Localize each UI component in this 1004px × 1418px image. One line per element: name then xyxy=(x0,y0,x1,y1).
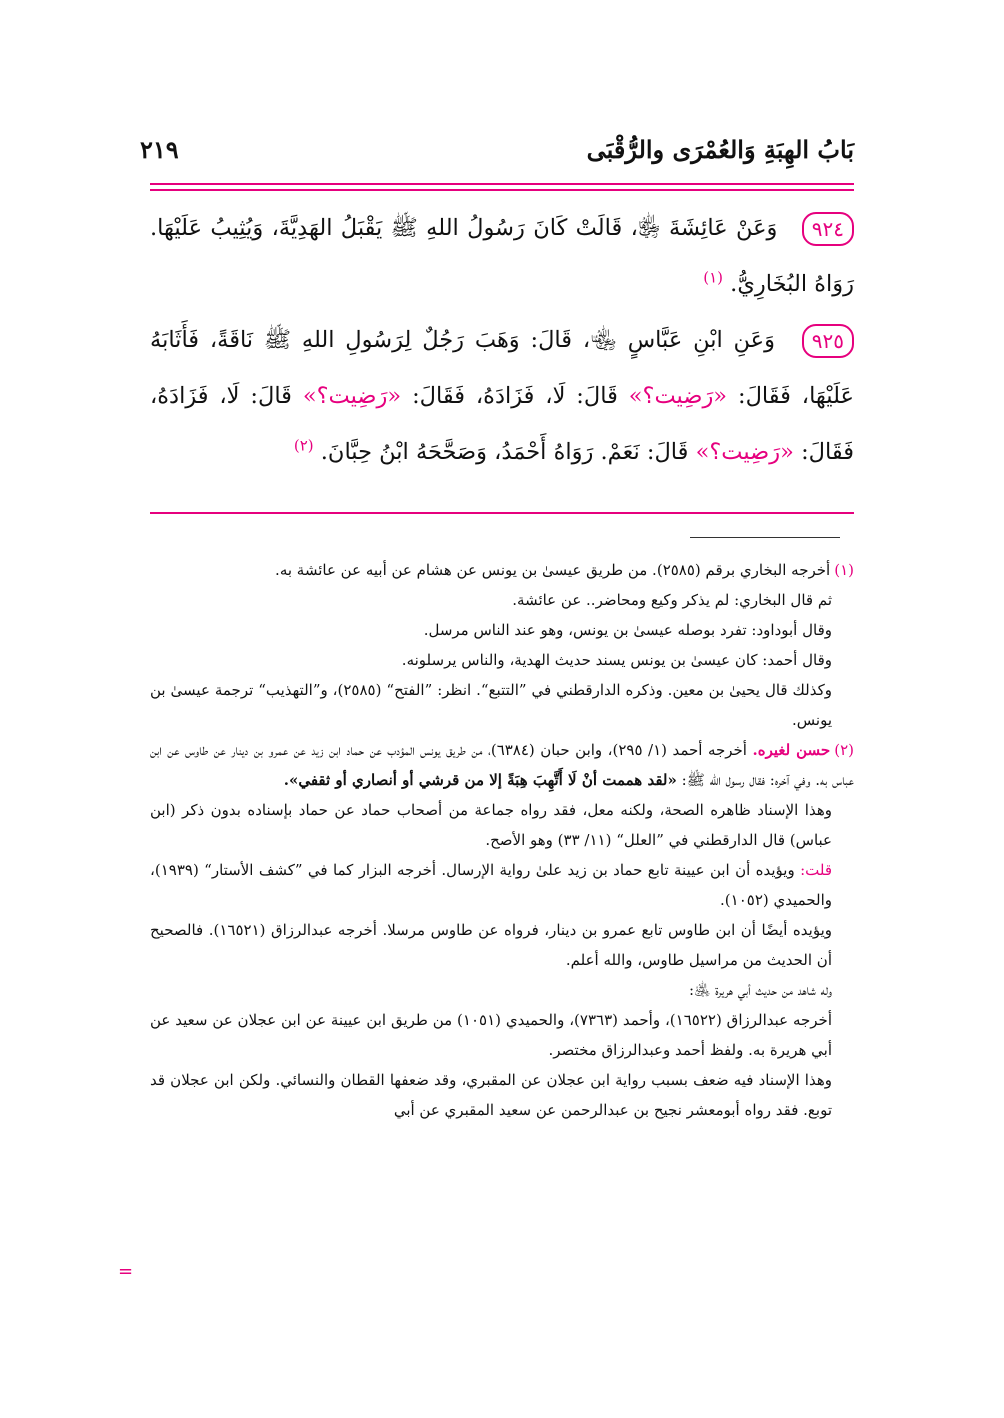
hadith-text xyxy=(150,200,854,480)
footnote-ref-2: (٢) xyxy=(293,436,314,455)
hadith-924-text: وَعَنْ عَائِشَةَ ﵂، قَالَتْ كَانَ رَسُولُ اللهِ ﷺ يَقْبَلُ الهَدِيَّةَ، وَيُثِيبُ عَلَيْهَا. رَوَاهُ البُخَارِيُّ. xyxy=(150,215,854,297)
hadith-grade: حسن لغيره. xyxy=(752,741,831,759)
footnote-2-number: (٢) xyxy=(834,741,854,759)
footnote-2-quote: «لقد هممت أنْ لَا أَتَّهِبَ هِبَةً إلا من قرشي أو أنصاري أو ثقفي». xyxy=(283,771,677,789)
footnote-1-line-4: وقال أحمد: كان عيسىٰ بن يونس يسند حديث الهدية، والناس يرسلونه. xyxy=(401,651,832,669)
hadith-number-925: ٩٢٥ xyxy=(802,324,854,358)
quote-radita-1: «رَضِيت؟» xyxy=(628,383,728,409)
footnote-separator xyxy=(690,537,840,538)
hadith-925 xyxy=(150,312,854,480)
footnote-2-para-2: وهذا الإسناد ظاهره الصحة، ولكنه معل، فقد رواه جماعة من أصحاب حماد عن حماد بإسناده بدون ذكر (ابن عباس) قال الدارقطني في ”العلل“ (١١/ ٣٣) وهو الأصح. xyxy=(150,801,832,849)
running-title: بَابُ الهِبَةِ وَالعُمْرَى والرُّقْبَى xyxy=(586,135,854,164)
hadith-924 xyxy=(150,200,854,312)
hadith-925-part2: قَالَ: لَا، فَزَادَهُ، فَقَالَ: xyxy=(412,383,618,409)
footnote-1-number: (١) xyxy=(834,561,854,579)
footnote-1-line-5: وكذلك قال يحيىٰ بن معين. وذكره الدارقطني في ”التتبع“. انظر: ”الفتح“ (٢٥٨٥)، و”التهذيب“ ترجمة عيسىٰ بن يونس. xyxy=(150,681,832,729)
footnote-2-text-3: ويؤيده أن ابن عيينة تابع حماد بن زيد علىٰ رواية الإرسال. أخرجه البزار كما في ”كشف الأستار“ (١٩٣٩)، والحميدي (١٠٥٢). xyxy=(150,861,832,909)
footnote-1-line-2: ثم قال البخاري: لم يذكر وكيع ومحاضر.. عن عائشة. xyxy=(512,591,832,609)
quote-radita-3: «رَضِيت؟» xyxy=(695,439,794,465)
footnote-2-text-1: أخرجه أحمد (١/ ٢٩٥)، وابن حبان (٦٣٨٤)، من طريق يونس المؤدب عن حماد ابن زيد عن عمرو بن دينار عن طاوس عن ابن عباس به. وفي آخره: فقال رسول الله ﷺ: xyxy=(150,741,854,789)
continuation-mark: = xyxy=(118,1261,134,1282)
footnote-2-para-1 xyxy=(150,735,854,795)
footnote-1-line-3: وقال أبوداود: تفرد بوصله عيسىٰ بن يونس، وهو عند الناس مرسل. xyxy=(423,621,832,639)
footnote-2-para-4: ويؤيده أيضًا أن ابن طاوس تابع عمرو بن دينار، فرواه عن طاوس مرسلا. أخرجه عبدالرزاق (١٦٥٢١). فالصحيح أن الحديث من مراسيل طاوس، والله أعلم. xyxy=(150,921,832,969)
hadith-number-924: ٩٢٤ xyxy=(802,212,854,246)
quote-radita-2: «رَضِيت؟» xyxy=(302,383,402,409)
header-rule-bottom xyxy=(150,189,854,191)
footnote-ref-1: (١) xyxy=(703,268,724,287)
hadith-925-part1: وَعَنِ ابْنِ عَبَّاسٍ ﵄، قَالَ: وَهَبَ رَجُلٌ لِرَسُولِ اللهِ ﷺ نَاقَةً، فَأَثَابَهُ عَلَيْهَا، فَقَالَ: xyxy=(150,327,854,409)
hadith-925-part4: قَالَ: نَعَمْ. رَوَاهُ أَحْمَدُ، وَصَحَّحَهُ ابْنُ حِبَّانَ. xyxy=(320,439,689,465)
text-end-rule xyxy=(150,512,854,514)
hadith-925-part3: قَالَ: لَا، فَزَادَهُ، فَقَالَ: xyxy=(150,383,854,465)
footnote-2-para-7: وهذا الإسناد فيه ضعف بسبب رواية ابن عجلان عن المقبري، وقد ضعفها القطان والنسائي. ولكن ابن عجلان قد توبع. فقد رواه أبومعشر نجيح بن عبدالرحمن عن سعيد المقبري عن أبي xyxy=(150,1071,832,1119)
footnotes xyxy=(150,555,854,1125)
footnote-2-para-3 xyxy=(150,855,854,915)
qult-label: قلت: xyxy=(800,861,832,879)
footnote-2-para-5: وله شاهد من حديث أبي هريرة ﵁: xyxy=(688,981,832,999)
footnote-1-line-1 xyxy=(150,555,854,585)
footnote-1-text: أخرجه البخاري برقم (٢٥٨٥). من طريق عيسىٰ بن يونس عن هشام عن أبيه عن عائشة به. xyxy=(275,561,831,579)
page-header xyxy=(120,135,854,175)
header-rule-top xyxy=(150,183,854,185)
page-number: ٢١٩ xyxy=(140,135,179,164)
footnote-2-para-6: أخرجه عبدالرزاق (١٦٥٢٢)، وأحمد (٧٣٦٣)، والحميدي (١٠٥١) من طريق ابن عيينة عن ابن عجلان عن سعيد عن أبي هريرة به. ولفظ أحمد وعبدالرزاق مختصر. xyxy=(150,1011,832,1059)
